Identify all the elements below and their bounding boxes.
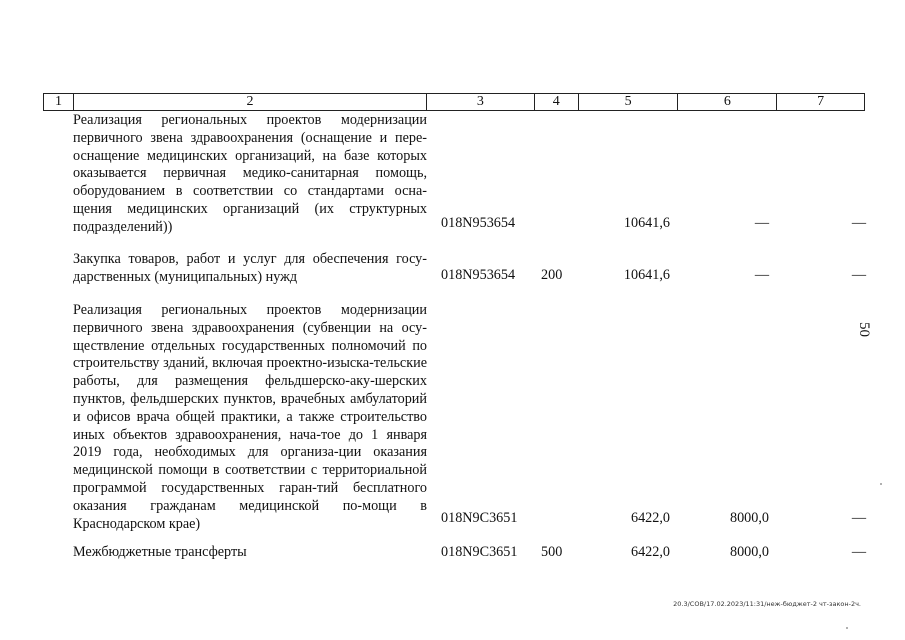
row-code: 018N953654 [441,267,516,283]
column-number-4: 4 [535,94,579,110]
row-description: Реализация региональных проектов модернизации первичного звена здравоохранения (субвенции на осу-ществление отдельных государственных полномочий по строительству зданий, включая проектно-изыска-тельские работы, для размещения фельдшерско-аку-шерских пунктов, фельдшерских пунктов, врачебных амбулаторий и офисов врача общей практики, а также строительство иных объектов здравоохранения, нача-тое до 1 января 2019 года, необходимых для организа-ции оказания медицинской помощи в соответствии с территориальной программой государственных гаран-тий бесплатного оказания гражданам медицинской по-мощи в Краснодарском крае) [73,302,427,532]
row-description: Закупка товаров, работ и услуг для обеспечения госу-дарственных (муниципальных) нужд [73,251,427,285]
row-code: 018N9C3651 [441,544,518,560]
row-amount-col6: 8000,0 [729,544,769,560]
row-amount-col6: — [754,215,769,231]
row-type: 200 [541,267,563,283]
column-number-3: 3 [427,94,535,110]
row-description: Реализация региональных проектов модернизации первичного звена здравоохранения (оснащение и пере-оснащение медицинских организаций, на базе которых оказывается первичная медико-санитарная помощь, оборудованием в соответствии со стандартами осна-щения медицинских организаций (их структурных подразделений)) [73,112,427,235]
row-amount-col5: 6422,0 [630,510,670,526]
row-amount-col7: — [851,544,866,560]
row-amount-col6: 8000,0 [729,510,769,526]
scan-speck [880,483,882,485]
row-amount-col5: 6422,0 [630,544,670,560]
scan-speck [846,627,848,629]
column-number-2: 2 [74,94,427,110]
column-number-6: 6 [678,94,777,110]
row-amount-col7: — [851,267,866,283]
row-amount-col6: — [754,267,769,283]
row-amount-col5: 10641,6 [623,267,670,283]
row-code: 018N9C3651 [441,510,518,526]
row-amount-col7: — [851,510,866,526]
row-code: 018N953654 [441,215,516,231]
row-type: 500 [541,544,563,560]
row-description: Межбюджетные трансферты [73,544,247,560]
row-amount-col7: — [851,215,866,231]
column-number-7: 7 [817,94,825,109]
column-number-header [43,93,865,111]
column-number-1: 1 [44,94,74,110]
column-number-5: 5 [579,94,679,110]
page-number: 50 [856,322,872,337]
row-amount-col5: 10641,6 [623,215,670,231]
footer-stamp: 20.3/СОВ/17.02.2023/11:31/неж-бюджет-2 чт-закон-2ч. [673,600,861,608]
